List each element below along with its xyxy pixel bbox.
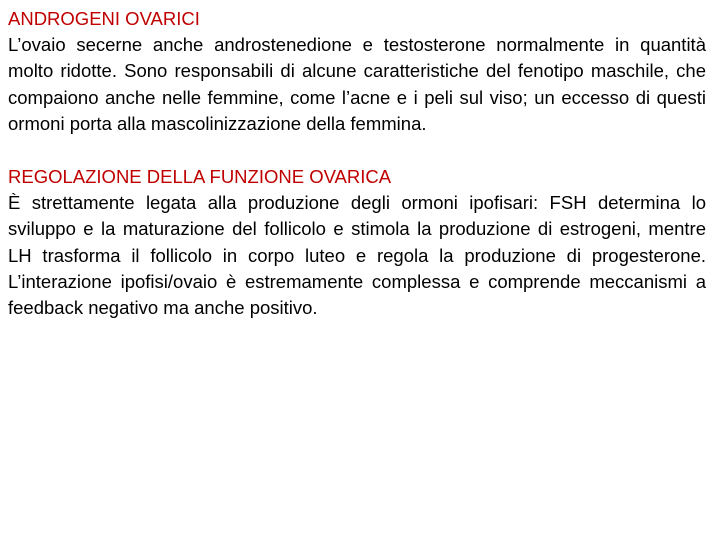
section-androgeni-ovarici — [8, 6, 706, 137]
section-heading: REGOLAZIONE DELLA FUNZIONE OVARICA — [8, 166, 392, 188]
section-paragraph: È strettamente legata alla produzione degli ormoni ipofisari: FSH determina lo sviluppo e la maturazione del follicolo e stimola la produzione di estrogeni, mentre LH trasforma il follicolo in corpo luteo e regola la produzione di progesterone. L’interazione ipofisi/ovaio è estremamente complessa e comprende meccanismi a feedback negativo ma anche positivo. — [8, 192, 706, 319]
slide-content — [8, 6, 706, 322]
section-paragraph: L’ovaio secerne anche androstenedione e testosterone normalmente in quantità molto ridotte. Sono responsabili di alcune caratteristiche del fenotipo maschile, che compaiono anche nelle femmine, come l’acne e i peli sul viso; un eccesso di questi ormoni porta alla mascolinizzazione della femmina. — [8, 34, 706, 134]
section-heading: ANDROGENI OVARICI — [8, 8, 200, 29]
section-regolazione-funzione-ovarica — [8, 164, 706, 321]
